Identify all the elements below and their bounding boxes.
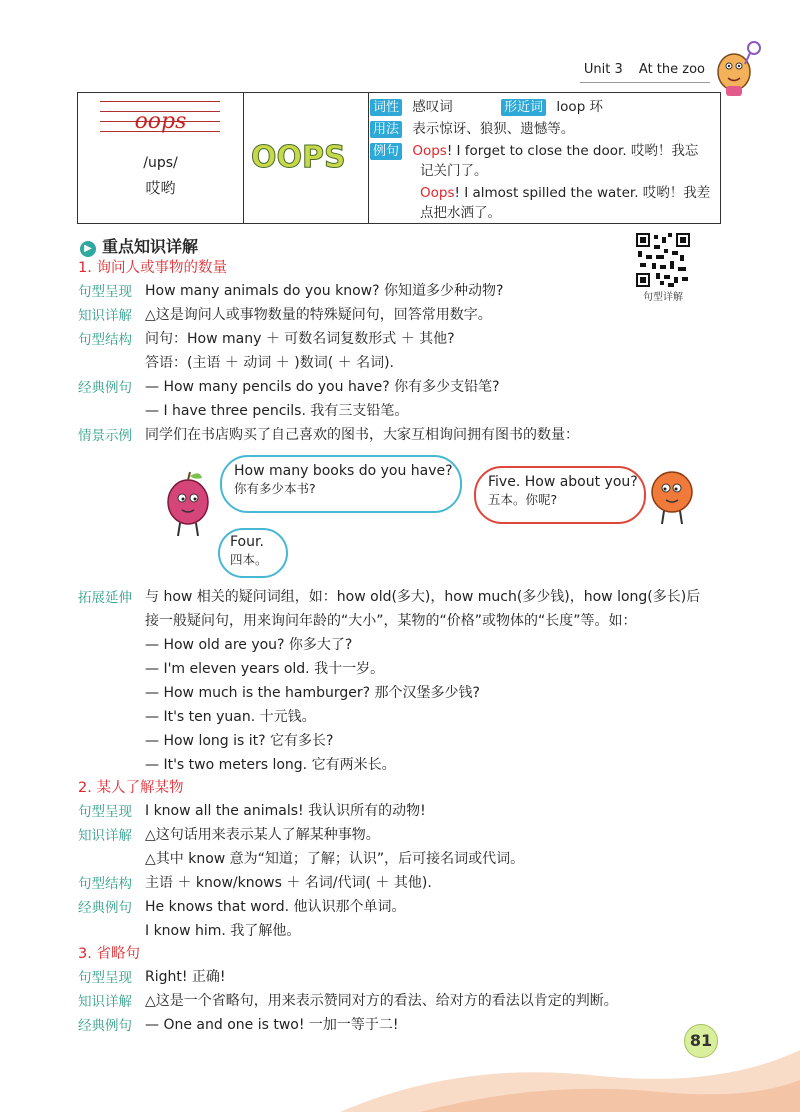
s1-extend-1: 与 how 相关的疑问词组，如：how old(多大)，how much(多少钱)，how long(多长)后 [145, 589, 701, 605]
s1-ext-line-6: — It's two meters long. 它有两米长。 [145, 757, 396, 773]
s3-pattern: Right! 正确! [145, 969, 226, 985]
bubble3-chinese: 四本。 [230, 552, 268, 567]
s2-title: 2. 某人了解某物 [78, 780, 184, 796]
s1-ext-line-2: — I'm eleven years old. 我十一岁。 [145, 661, 385, 677]
s2-pattern: I know all the animals! 我认识所有的动物! [145, 803, 426, 819]
example-tag: 例句 [370, 143, 402, 160]
unit-label: Unit 3 [583, 62, 623, 77]
section-title: 重点知识详解 [102, 237, 199, 256]
example-keyword-1: Oops [412, 143, 447, 159]
s1-pattern-label: 句型呈现 [78, 284, 132, 300]
oops-art-text: OOPS [251, 140, 346, 175]
usage-tag: 用法 [370, 121, 402, 138]
running-header [584, 62, 705, 77]
vocab-example-row-2 [420, 183, 710, 203]
s1-structure-label: 句型结构 [78, 332, 132, 348]
example-keyword-2: Oops [420, 185, 455, 201]
apple-character-illustration [160, 470, 216, 540]
footer-wave-decoration [340, 1030, 800, 1112]
s2-example-label: 经典例句 [78, 900, 132, 916]
s2-explain-label: 知识详解 [78, 828, 132, 844]
vocab-usage-row [370, 119, 574, 139]
qr-caption: 句型详解 [643, 292, 683, 303]
s1-ext-line-5: — How long is it? 它有多长? [145, 733, 334, 749]
s2-structure: 主语 ＋ know/knows ＋ 名词/代词( ＋ 其他). [145, 875, 432, 891]
s1-ext-line-1: — How old are you? 你多大了? [145, 637, 353, 653]
section-heading [80, 234, 198, 257]
s2-pattern-label: 句型呈现 [78, 804, 132, 820]
s2-example-2: I know him. 我了解他。 [145, 923, 301, 939]
bubble1-english: How many books do you have? [234, 463, 453, 479]
vocab-word-cell [78, 93, 244, 223]
unit-title: At the zoo [638, 62, 705, 77]
vocab-card [77, 92, 721, 224]
s2-explain-1: △这句话用来表示某人了解某种事物。 [145, 827, 380, 843]
example-continue-1: 记关门了。 [420, 163, 488, 179]
s1-scene-label: 情景示例 [78, 428, 132, 444]
vocab-word: oops [134, 109, 187, 134]
vocab-meaning: 哎哟 [145, 179, 176, 197]
speech-bubble-answer-four [218, 528, 288, 578]
pos-tag: 词性 [370, 99, 402, 116]
s1-pattern: How many animals do you know? 你知道多少种动物? [145, 283, 504, 299]
s2-structure-label: 句型结构 [78, 876, 132, 892]
s3-explain: △这是一个省略句，用来表示赞同对方的看法、给对方的看法以肯定的判断。 [145, 993, 618, 1009]
bubble3-english: Four. [230, 534, 264, 550]
s1-structure-2: 答语：(主语 ＋ 动词 ＋ )数词( ＋ 名词). [145, 355, 394, 371]
s1-structure-1: 问句：How many ＋ 可数名词复数形式 ＋ 其他? [145, 331, 455, 347]
s3-explain-label: 知识详解 [78, 994, 132, 1010]
play-arrow-icon: ▶ [80, 241, 96, 257]
s2-example-1: He knows that word. 他认识那个单词。 [145, 899, 406, 915]
s1-example-label: 经典例句 [78, 380, 132, 396]
s1-explain-label: 知识详解 [78, 308, 132, 324]
example-text-2: ! I almost spilled the water. 哎哟！我差 [454, 185, 711, 201]
s1-example-1: — How many pencils do you have? 你有多少支铅笔? [145, 379, 500, 395]
s1-ext-line-4: — It's ten yuan. 十元钱。 [145, 709, 316, 725]
similar-value: loop 环 [556, 99, 604, 115]
bubble2-english: Five. How about you? [488, 474, 638, 490]
vocab-phonetic: /ups/ [143, 155, 178, 171]
similar-tag: 形近词 [501, 99, 546, 116]
oops-letters-illustration [249, 135, 361, 179]
bubble1-chinese: 你有多少本书? [234, 481, 316, 496]
s1-extend-2: 接一般疑问句，用来询问年龄的“大小”，某物的“价格”或物体的“长度”等。如： [145, 613, 637, 629]
header-rule [580, 82, 710, 83]
mascot-illustration [712, 38, 764, 98]
bubble2-chinese: 五本。你呢? [488, 492, 558, 507]
page-number: 81 [684, 1024, 718, 1058]
s3-example-label: 经典例句 [78, 1018, 132, 1034]
vocab-example-row-1 [370, 141, 698, 161]
speech-bubble-answer-five [474, 466, 646, 524]
example-text-1: ! I forget to close the door. 哎哟！我忘 [446, 143, 699, 159]
s1-scene: 同学们在书店购买了自己喜欢的图书，大家互相询问拥有图书的数量： [145, 427, 579, 443]
qr-code-icon[interactable] [636, 233, 690, 287]
orange-character-illustration [646, 464, 698, 528]
vocab-pos-row [370, 97, 603, 117]
s1-extend-label: 拓展延伸 [78, 590, 132, 606]
vocab-art-cell [243, 93, 369, 223]
example-continue-2: 点把水洒了。 [420, 205, 501, 221]
s1-explain: △这是询问人或事物数量的特殊疑问句，回答常用数字。 [145, 307, 492, 323]
s3-example: — One and one is two! 一加一等于二! [145, 1017, 399, 1033]
s1-title: 1. 询问人或事物的数量 [78, 260, 227, 276]
usage-value: 表示惊讶、狼狈、遗憾等。 [412, 121, 575, 137]
s1-ext-line-3: — How much is the hamburger? 那个汉堡多少钱? [145, 685, 480, 701]
s3-title: 3. 省略句 [78, 946, 140, 962]
s2-explain-2: △其中 know 意为“知道；了解；认识”，后可接名词或代词。 [145, 851, 525, 867]
pos-value: 感叹词 [412, 99, 453, 115]
s3-pattern-label: 句型呈现 [78, 970, 132, 986]
s1-example-2: — I have three pencils. 我有三支铅笔。 [145, 403, 409, 419]
speech-bubble-question [220, 455, 462, 513]
